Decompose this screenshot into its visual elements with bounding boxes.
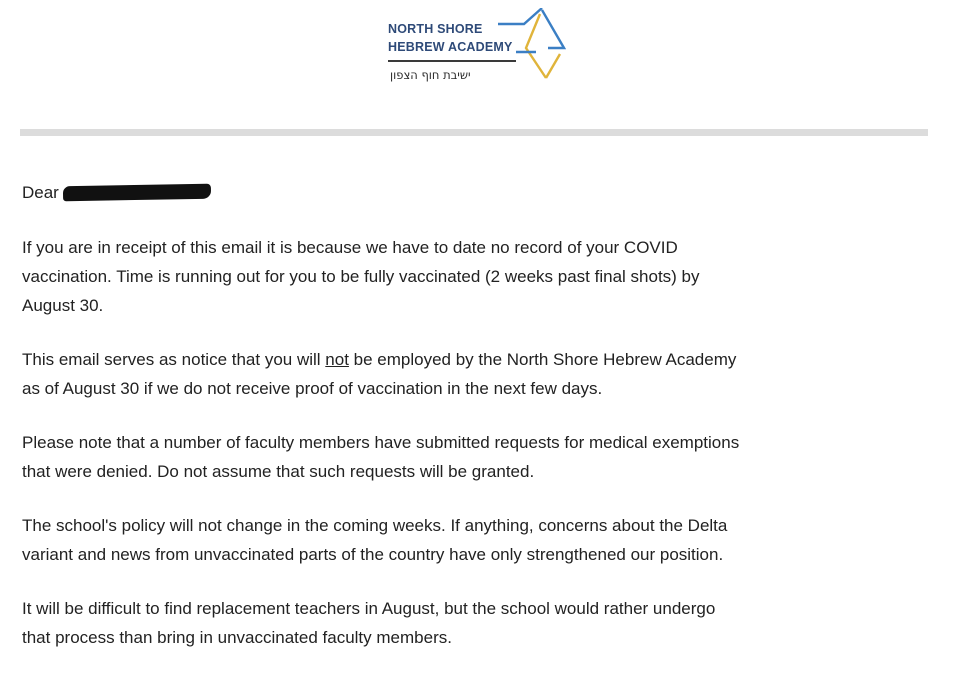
paragraph-2-end: be employed by the North Shore Hebrew Academy as of August 30 if we do not receive proof of vaccination in the next few days. <box>22 350 737 398</box>
greeting-word: Dear <box>22 183 59 202</box>
logo-text-line1: NORTH SHORE <box>388 22 483 36</box>
paragraph-1: If you are in receipt of this email it is because we have to date no record of your COVID vaccination. Time is running out for you to be fully vaccinated (2 weeks past final shots) by August 30. <box>22 238 700 315</box>
paragraph-4: The school's policy will not change in the coming weeks. If anything, concerns about the Delta variant and news from unvaccinated parts of the country have only strengthened our position. <box>22 516 728 564</box>
paragraph-3: Please note that a number of faculty members have submitted requests for medical exemptions that were denied. Do not assume that such requests will be granted. <box>22 433 740 481</box>
star-of-david-icon <box>496 8 566 80</box>
school-logo <box>388 8 568 86</box>
redacted-name <box>63 184 211 202</box>
logo-text-line2: HEBREW ACADEMY <box>388 40 513 54</box>
letter-body <box>22 178 952 677</box>
greeting-line <box>22 178 952 207</box>
email-header <box>0 0 975 90</box>
paragraph-2 <box>22 345 952 403</box>
emphasis-not: not <box>325 350 349 369</box>
paragraph-2-start: This email serves as notice that you will <box>22 350 326 369</box>
header-divider <box>20 129 928 136</box>
logo-hebrew-text: ישיבת חוף הצפון <box>390 68 471 82</box>
paragraph-5: It will be difficult to find replacement teachers in August, but the school would rather undergo that process than bring in unvaccinated faculty members. <box>22 599 716 647</box>
